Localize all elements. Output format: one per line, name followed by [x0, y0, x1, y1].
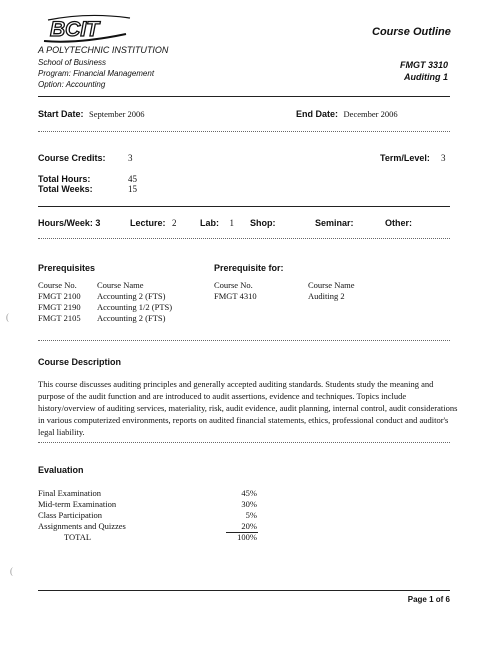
svg-text:BCIT: BCIT — [50, 18, 99, 41]
school-name: School of Business — [38, 58, 107, 67]
prerequisite-for-heading: Prerequisite for: — [214, 263, 284, 273]
prerequisite-name: Accounting 1/2 (PTS) — [97, 302, 173, 312]
hours-per-week: Hours/Week: 3 — [38, 218, 101, 228]
prerequisites-heading: Prerequisites — [38, 263, 96, 273]
total-hours-label: Total Hours: — [38, 174, 91, 184]
evaluation-heading: Evaluation — [38, 465, 84, 475]
evaluation-item-value: 20% — [241, 521, 257, 531]
prerequisites-divider — [38, 340, 450, 341]
prerequisite-no: FMGT 2190 — [38, 302, 81, 312]
prerequisites-col-no: Course No. — [38, 280, 77, 290]
lecture-label: Lecture: — [130, 218, 166, 228]
course-name: Auditing 1 — [404, 72, 448, 82]
scan-mark: ( — [10, 566, 13, 576]
description-heading: Course Description — [38, 357, 122, 367]
evaluation-item-label: Assignments and Quizzes — [38, 521, 126, 531]
prerequisite-name: Accounting 2 (FTS) — [97, 313, 166, 323]
seminar-label: Seminar: — [315, 218, 354, 228]
credits-value: 3 — [128, 153, 133, 163]
evaluation-item-value: 45% — [241, 488, 257, 498]
end-date — [296, 109, 398, 119]
prerequisite-for-name: Auditing 2 — [308, 291, 345, 301]
prerequisites-col-name: Course Name — [97, 280, 144, 290]
credits-label: Course Credits: — [38, 153, 106, 163]
bcit-logo — [38, 14, 134, 44]
start-date-label: Start Date: — [38, 109, 84, 119]
program-name: Program: Financial Management — [38, 69, 155, 78]
course-code: FMGT 3310 — [399, 60, 448, 70]
description-text: This course discusses auditing principles and generally accepted auditing standards. Students study the meaning and purpose of the audit function and are introduced to audit assertions, evidence and techniques. Topics include history/overview of auditing services, materiality, risk, audit evidence, audit planning, internal control, audit considerations in various computerized environments, reports on audited financial statements, ethics, professional conduct and auditor's legal liability. — [38, 379, 458, 437]
evaluation-total-value: 100% — [237, 532, 257, 542]
prerequisite-for-col-name: Course Name — [308, 280, 355, 290]
total-hours-value: 45 — [128, 174, 137, 184]
total-weeks-label: Total Weeks: — [38, 184, 93, 194]
evaluation-item-value: 5% — [245, 510, 257, 520]
description-divider — [38, 442, 450, 443]
option-name: Option: Accounting — [38, 80, 106, 89]
lecture-value: 2 — [172, 218, 177, 228]
start-date — [38, 109, 145, 119]
prerequisite-no: FMGT 2100 — [38, 291, 81, 301]
hours-divider — [38, 238, 450, 239]
start-date-value: September 2006 — [89, 109, 145, 119]
evaluation-item-value: 30% — [241, 499, 257, 509]
dates-divider — [38, 131, 450, 132]
footer-divider — [38, 590, 450, 591]
lab-label: Lab: — [200, 218, 219, 228]
prerequisite-for-col-no: Course No. — [214, 280, 253, 290]
header-divider — [38, 96, 450, 97]
prerequisite-name: Accounting 2 (FTS) — [97, 291, 166, 301]
page-number: Page 1 of 6 — [407, 595, 450, 604]
prerequisite-for-no: FMGT 4310 — [214, 291, 257, 301]
lab-hours — [200, 218, 234, 228]
end-date-label: End Date: — [296, 109, 339, 119]
prerequisite-no: FMGT 2105 — [38, 313, 81, 323]
evaluation-item-label: Final Examination — [38, 488, 102, 498]
lecture-hours — [130, 218, 177, 228]
term-value: 3 — [441, 153, 446, 163]
bcit-logo-graphic — [38, 14, 134, 44]
evaluation-item-label: Class Participation — [38, 510, 102, 520]
total-weeks-value: 15 — [128, 184, 137, 194]
shop-label: Shop: — [250, 218, 276, 228]
end-date-value: December 2006 — [343, 109, 398, 119]
lab-value: 1 — [229, 218, 235, 228]
evaluation-total-label: TOTAL — [64, 532, 92, 542]
scan-mark: ( — [6, 312, 9, 322]
institution-tagline: A POLYTECHNIC INSTITUTION — [38, 45, 169, 55]
term-label: Term/Level: — [380, 153, 430, 163]
credits-divider — [38, 206, 450, 207]
evaluation-item-label: Mid-term Examination — [38, 499, 117, 509]
document-title: Course Outline — [372, 26, 451, 38]
other-label: Other: — [385, 218, 412, 228]
